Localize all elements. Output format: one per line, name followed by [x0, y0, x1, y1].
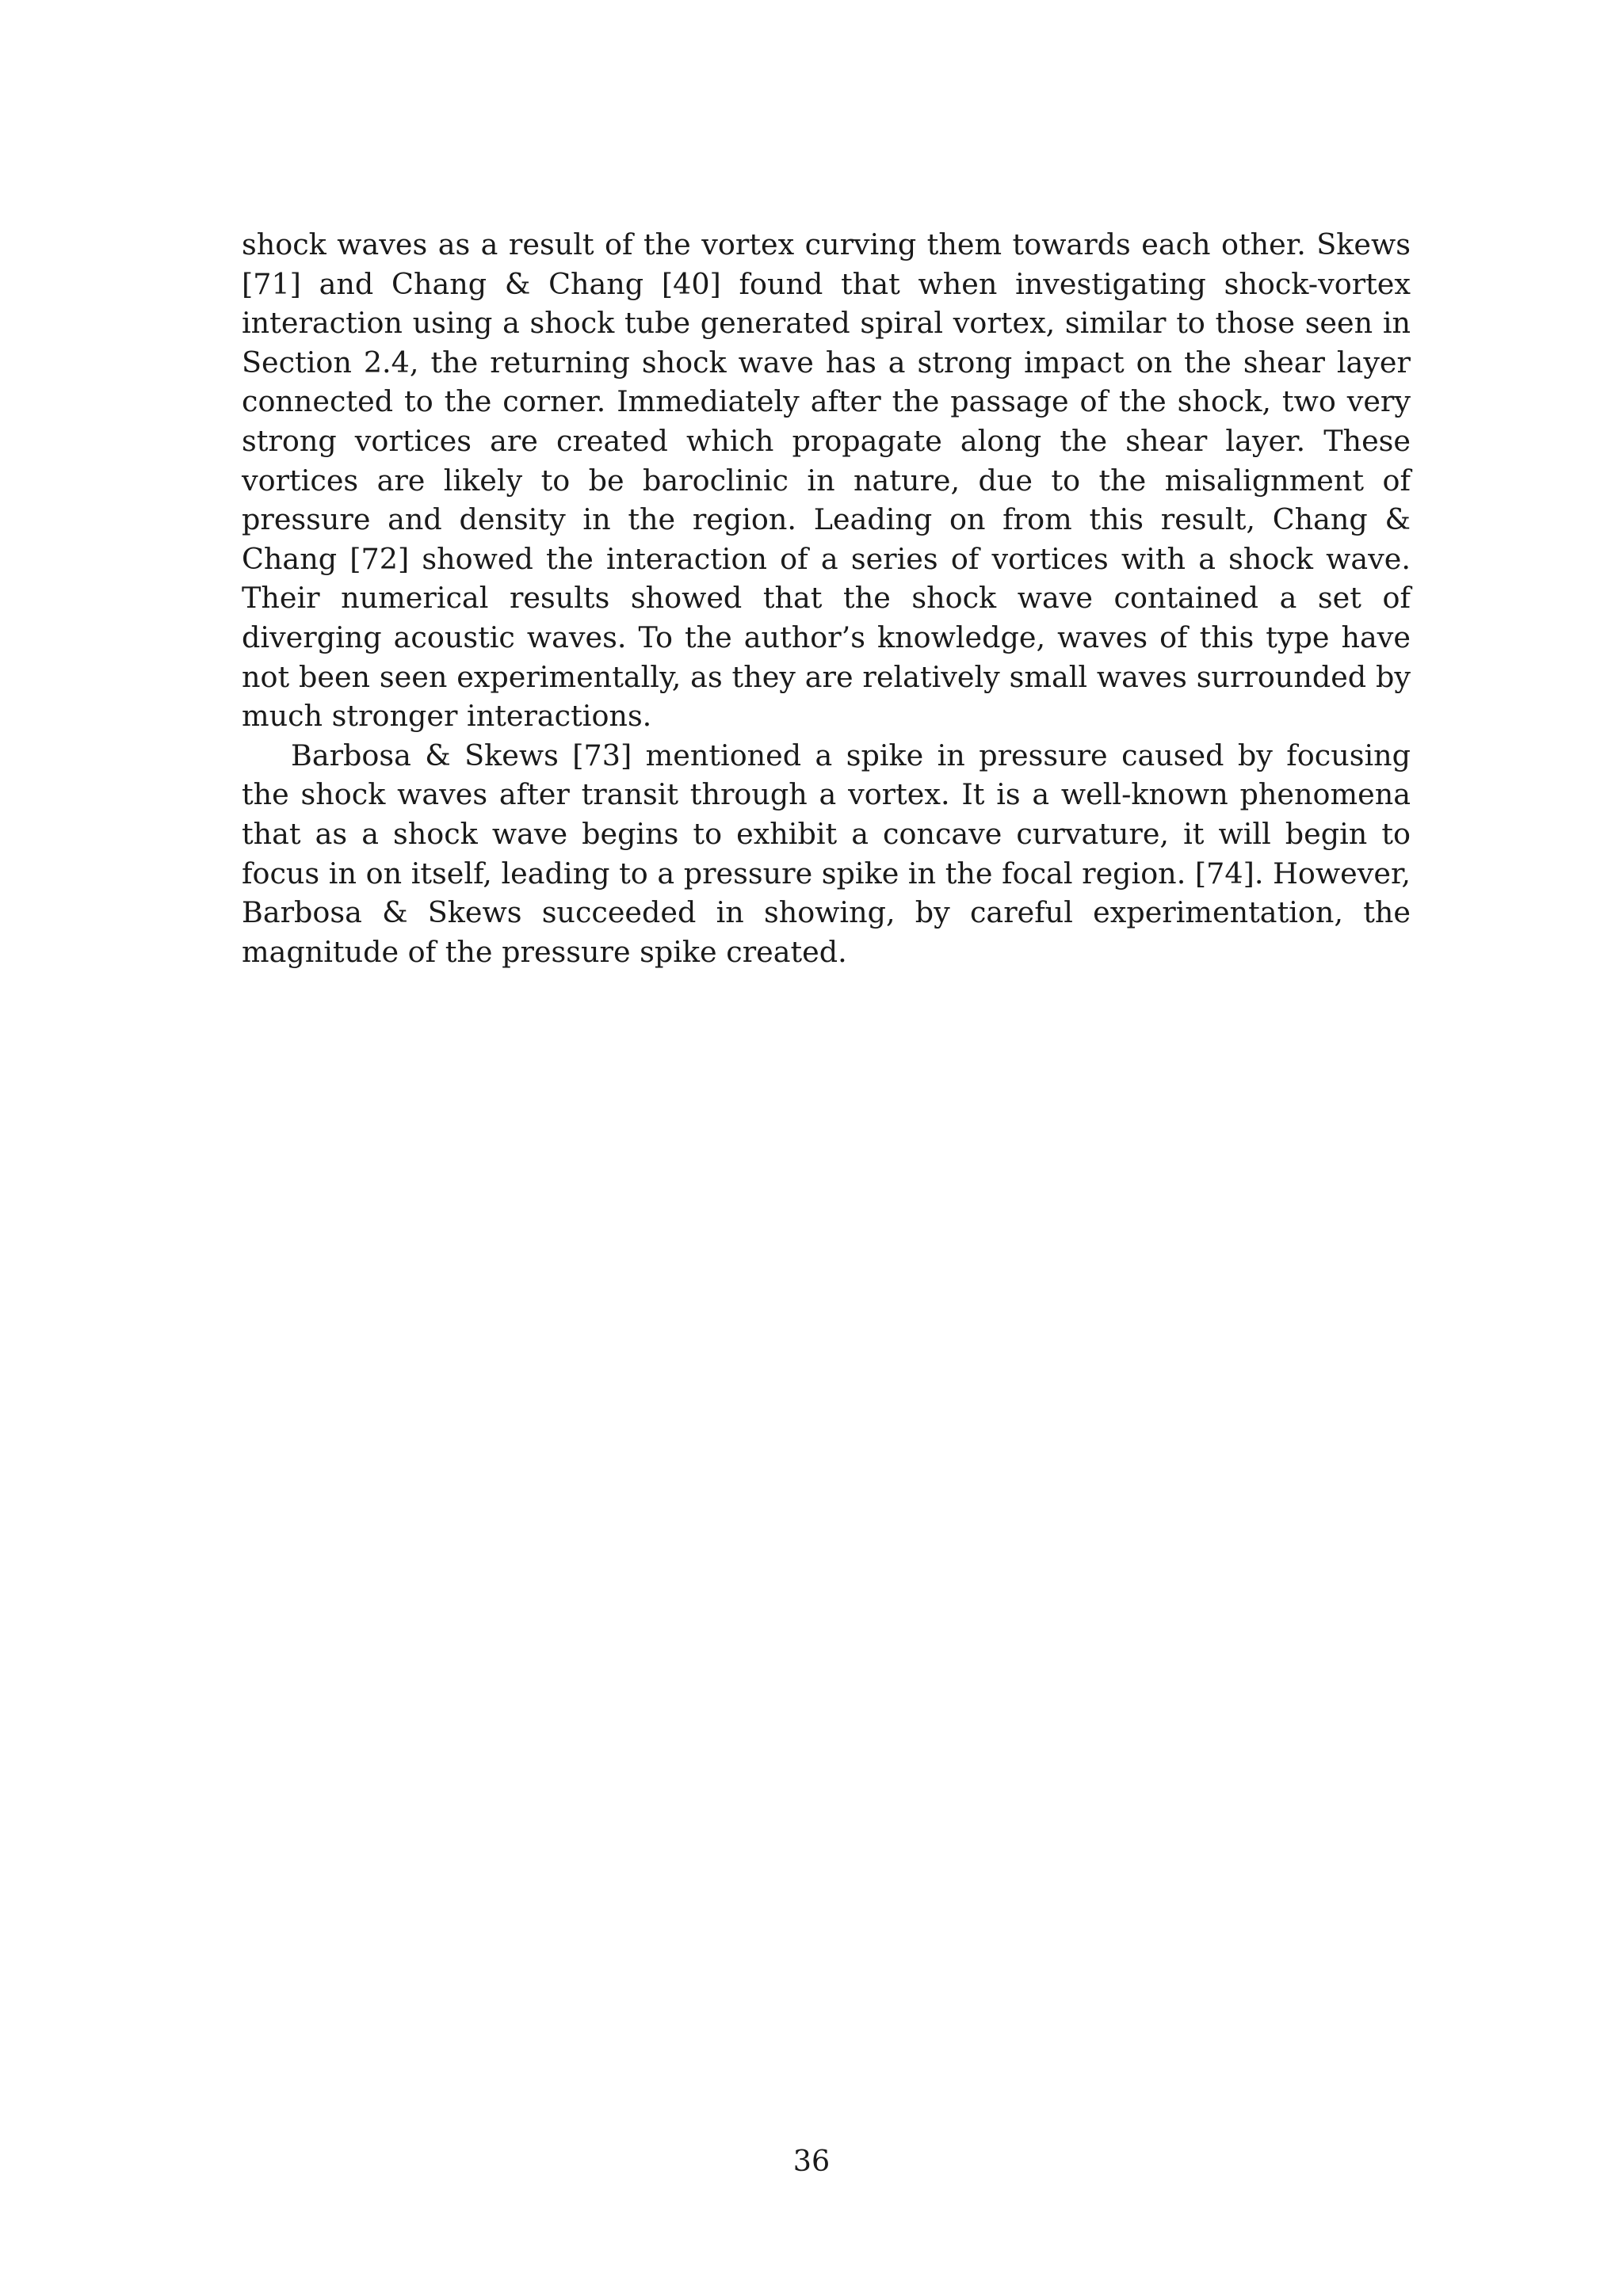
paragraph: Barbosa & Skews [73] mentioned a spike in pressure caused by focusing the shock waves after transit through a vortex. It is a well-known phenomena that as a shock wave begins to exhibit a concave curvature, it will begin to focus in on itself, leading to a pressure spike in the focal region. [74]. However, Barbosa & Skews succeeded in showing, by careful experimentation, the magnitude of the pressure spike created. [242, 738, 1411, 969]
body-text [242, 225, 1411, 971]
paragraph-continued: shock waves as a result of the vortex curving them towards each other. Skews [71] and Chang & Chang [40] found that when investigating shock-vortex interaction using a shock tube generated spiral vortex, similar to those seen in Section 2.4, the returning shock wave has a strong impact on the shear layer connected to the corner. Immediately after the passage of the shock, two very strong vortices are created which propagate along the shear layer. These vortices are likely to be baroclinic in nature, due to the misalignment of pressure and density in the region. Leading on from this result, Chang & Chang [72] showed the interaction of a series of vortices with a shock wave. Their numerical results showed that the shock wave contained a set of diverging acoustic waves. To the author’s knowledge, waves of this type have not been seen experimentally, as they are relatively small waves surrounded by much stronger interactions. [242, 227, 1411, 734]
page-number: 36 [792, 2144, 831, 2178]
